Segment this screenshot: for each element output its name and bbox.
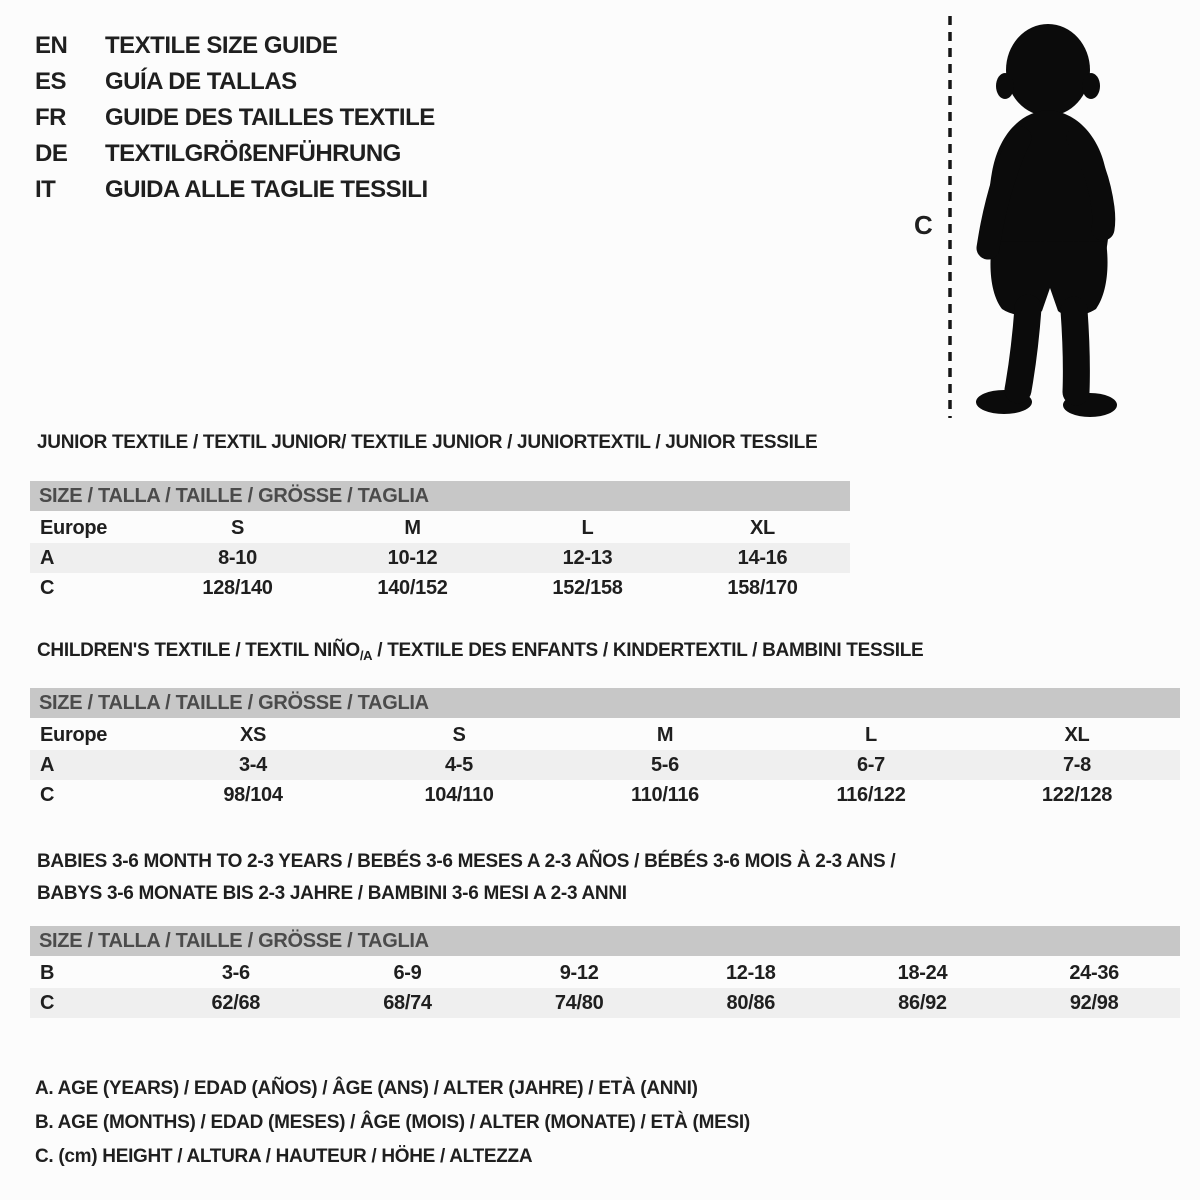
size-value-cell: 12-18 [725,961,776,984]
size-value-cell: 86/92 [898,991,947,1014]
babies-title-line2: BABYS 3-6 MONATE BIS 2-3 JAHRE / BAMBINI 3-6 MESI A 2-3 ANNI [37,883,627,904]
size-value-cell: 104/110 [424,783,494,806]
row-label: A [40,546,55,569]
junior-section-title: JUNIOR TEXTILE / TEXTIL JUNIOR/ TEXTILE JUNIOR / JUNIORTEXTIL / JUNIOR TESSILE [37,432,818,453]
size-value-cell: 9-12 [559,961,599,984]
size-value-cell: M [404,516,421,539]
size-value-cell: 24-36 [1069,961,1119,984]
size-value-cell: S [230,516,245,539]
babies-section-title [37,846,895,910]
size-value-cell: L [865,723,877,746]
table-row [30,720,1180,750]
row-label: C [40,991,55,1014]
table-row [30,988,1180,1018]
height-measure-label: C [914,210,933,240]
table-row [30,543,850,573]
babies-title-line1: BABIES 3-6 MONTH TO 2-3 YEARS / BEBÉS 3-6 MESES A 2-3 AÑOS / BÉBÉS 3-6 MOIS À 2-3 ANS / [37,851,896,872]
size-value-cell: 3-4 [238,753,267,776]
language-code: DE [35,140,68,167]
size-value-cell: 80/86 [726,991,776,1014]
size-value-cell: 128/140 [202,576,273,599]
measurement-legend [35,1072,750,1174]
junior-size-header-bar: SIZE / TALLA / TAILLE / GRÖSSE / TAGLIA [30,481,850,511]
size-value-cell: 7-8 [1062,753,1091,776]
size-value-cell: 158/170 [727,576,798,599]
size-value-cell: XL [1064,723,1090,746]
list-item [35,136,435,172]
size-value-cell: 98/104 [223,783,283,806]
list-item [35,64,435,100]
size-value-cell: 6-7 [856,753,885,776]
size-value-cell: M [656,723,674,746]
size-value-cell: 6-9 [393,961,422,984]
children-size-header-bar: SIZE / TALLA / TAILLE / GRÖSSE / TAGLIA [30,688,1180,718]
row-label: C [40,783,55,806]
legend-line-c: C. (cm) HEIGHT / ALTURA / HAUTEUR / HÖHE / ALTEZZA [35,1146,533,1167]
table-row [30,513,850,543]
children-title-text: / TEXTILE DES ENFANTS / KINDERTEXTIL / BAMBINI TESSILE [372,640,924,661]
row-label: Europe [40,516,108,539]
language-title: GUIDE DES TAILLES TEXTILE [105,104,435,131]
children-title-text: CHILDREN'S TEXTILE / TEXTIL NIÑO [37,640,360,661]
children-section-title [37,640,923,663]
list-item [35,100,435,136]
size-value-cell: S [452,723,466,746]
list-item [35,28,435,64]
size-value-cell: 140/152 [377,576,448,599]
size-value-cell: 12-13 [562,546,613,569]
row-label: A [40,753,55,776]
size-value-cell: 8-10 [218,546,257,569]
junior-size-table [30,513,850,603]
size-value-cell: 116/122 [836,783,906,806]
size-value-cell: 62/68 [211,991,261,1014]
babies-size-header-bar: SIZE / TALLA / TAILLE / GRÖSSE / TAGLIA [30,926,1180,956]
language-code: EN [35,32,68,59]
table-row [30,780,1180,810]
size-value-cell: 10-12 [387,546,438,569]
size-value-cell: 92/98 [1069,991,1119,1014]
size-value-cell: L [581,516,594,539]
children-size-table [30,720,1180,810]
size-value-cell: 74/80 [554,991,604,1014]
size-value-cell: 68/74 [383,991,432,1014]
size-value-cell: 110/116 [631,783,699,806]
size-value-cell: 5-6 [650,753,679,776]
table-row [30,573,850,603]
size-value-cell: 14-16 [737,546,788,569]
height-measure-line [946,16,954,418]
list-item [35,172,435,208]
language-list [35,28,435,208]
legend-line-a: A. AGE (YEARS) / EDAD (AÑOS) / ÂGE (ANS) / ALTER (JAHRE) / ETÀ (ANNI) [35,1078,698,1099]
row-label: C [40,576,55,599]
size-value-cell: 4-5 [444,753,473,776]
language-title: TEXTILE SIZE GUIDE [105,32,338,59]
size-value-cell: 18-24 [897,961,948,984]
language-code: IT [35,176,56,203]
size-value-cell: 122/128 [1041,783,1113,806]
size-value-cell: XS [239,723,267,746]
language-title: GUIDA ALLE TAGLIE TESSILI [105,176,428,203]
table-row [30,750,1180,780]
children-title-subscript: /A [359,648,373,663]
table-row [30,958,1180,988]
size-value-cell: 152/158 [552,576,623,599]
row-label: Europe [40,723,108,746]
row-label: B [40,961,55,984]
language-title: TEXTILGRÖßENFÜHRUNG [105,140,401,167]
size-value-cell: XL [750,516,775,539]
size-value-cell: 3-6 [221,961,250,984]
toddler-silhouette-icon [958,20,1140,422]
babies-size-table [30,958,1180,1018]
language-code: ES [35,68,67,95]
language-title: GUÍA DE TALLAS [105,68,297,95]
legend-line-b: B. AGE (MONTHS) / EDAD (MESES) / ÂGE (MOIS) / ALTER (MONATE) / ETÀ (MESI) [35,1112,750,1133]
language-code: FR [35,104,66,131]
